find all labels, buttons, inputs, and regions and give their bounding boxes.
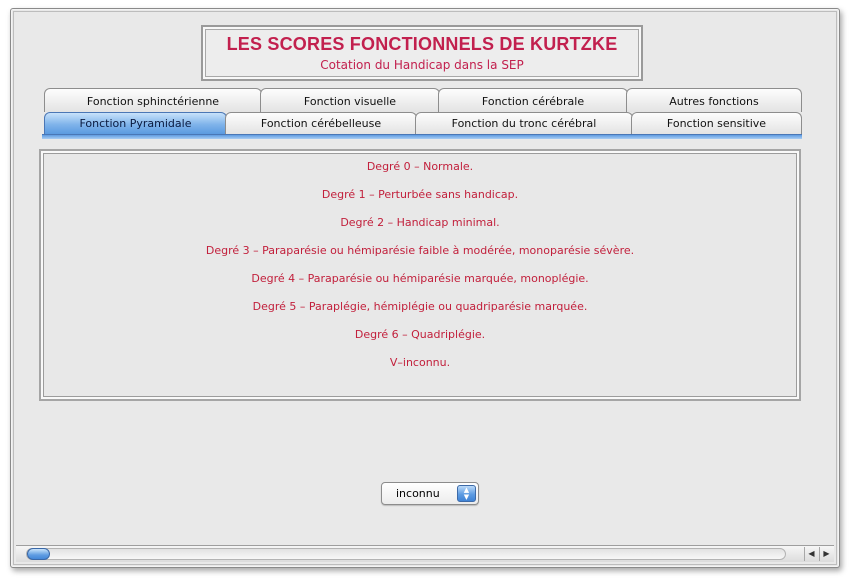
degree-line: Degré 6 – Quadriplégie. (354, 328, 486, 341)
tab-fonction-visuelle[interactable]: Fonction visuelle (260, 88, 440, 112)
degree-line: Degré 0 – Normale. (366, 160, 474, 173)
page-title: LES SCORES FONCTIONNELS DE KURTZKE (226, 34, 618, 54)
updown-arrows-icon: ▲ ▼ (457, 485, 476, 502)
scrollbar-track[interactable] (26, 548, 786, 560)
arrow-right-icon[interactable]: ▶ (819, 547, 833, 561)
degree-line: Degré 4 – Paraparésie ou hémiparésie marquée, monoplégie. (251, 272, 589, 285)
tab-autres-fonctions[interactable]: Autres fonctions (626, 88, 802, 112)
degree-line: Degré 2 – Handicap minimal. (340, 216, 500, 229)
tab-fonction-cerebrale[interactable]: Fonction cérébrale (438, 88, 628, 112)
score-select[interactable] (381, 482, 479, 505)
tab-bar-underline (42, 134, 802, 139)
tab-fonction-sensitive[interactable]: Fonction sensitive (631, 112, 802, 134)
degree-line: V–inconnu. (389, 356, 451, 369)
description-panel (39, 149, 801, 401)
horizontal-scrollbar[interactable] (16, 545, 834, 562)
arrow-left-icon[interactable]: ◀ (804, 547, 818, 561)
tab-fonction-pyramidale[interactable]: Fonction Pyramidale (44, 112, 227, 134)
tab-fonction-tronc-cerebral[interactable]: Fonction du tronc cérébral (415, 112, 633, 134)
header-box (201, 25, 643, 81)
scrollbar-thumb[interactable] (27, 548, 50, 560)
score-select-value: inconnu (396, 487, 440, 500)
app-window (10, 8, 840, 568)
tab-fonction-cerebelleuse[interactable]: Fonction cérébelleuse (225, 112, 417, 134)
page-subtitle: Cotation du Handicap dans la SEP (320, 58, 524, 72)
degree-line: Degré 1 – Perturbée sans handicap. (321, 188, 519, 201)
tab-fonction-sphincterienne[interactable]: Fonction sphinctérienne (44, 88, 262, 112)
degree-line: Degré 5 – Paraplégie, hémiplégie ou quadriparésie marquée. (252, 300, 588, 313)
window-content (13, 11, 837, 565)
degree-line: Degré 3 – Paraparésie ou hémiparésie faible à modérée, monoparésie sévère. (205, 244, 635, 257)
